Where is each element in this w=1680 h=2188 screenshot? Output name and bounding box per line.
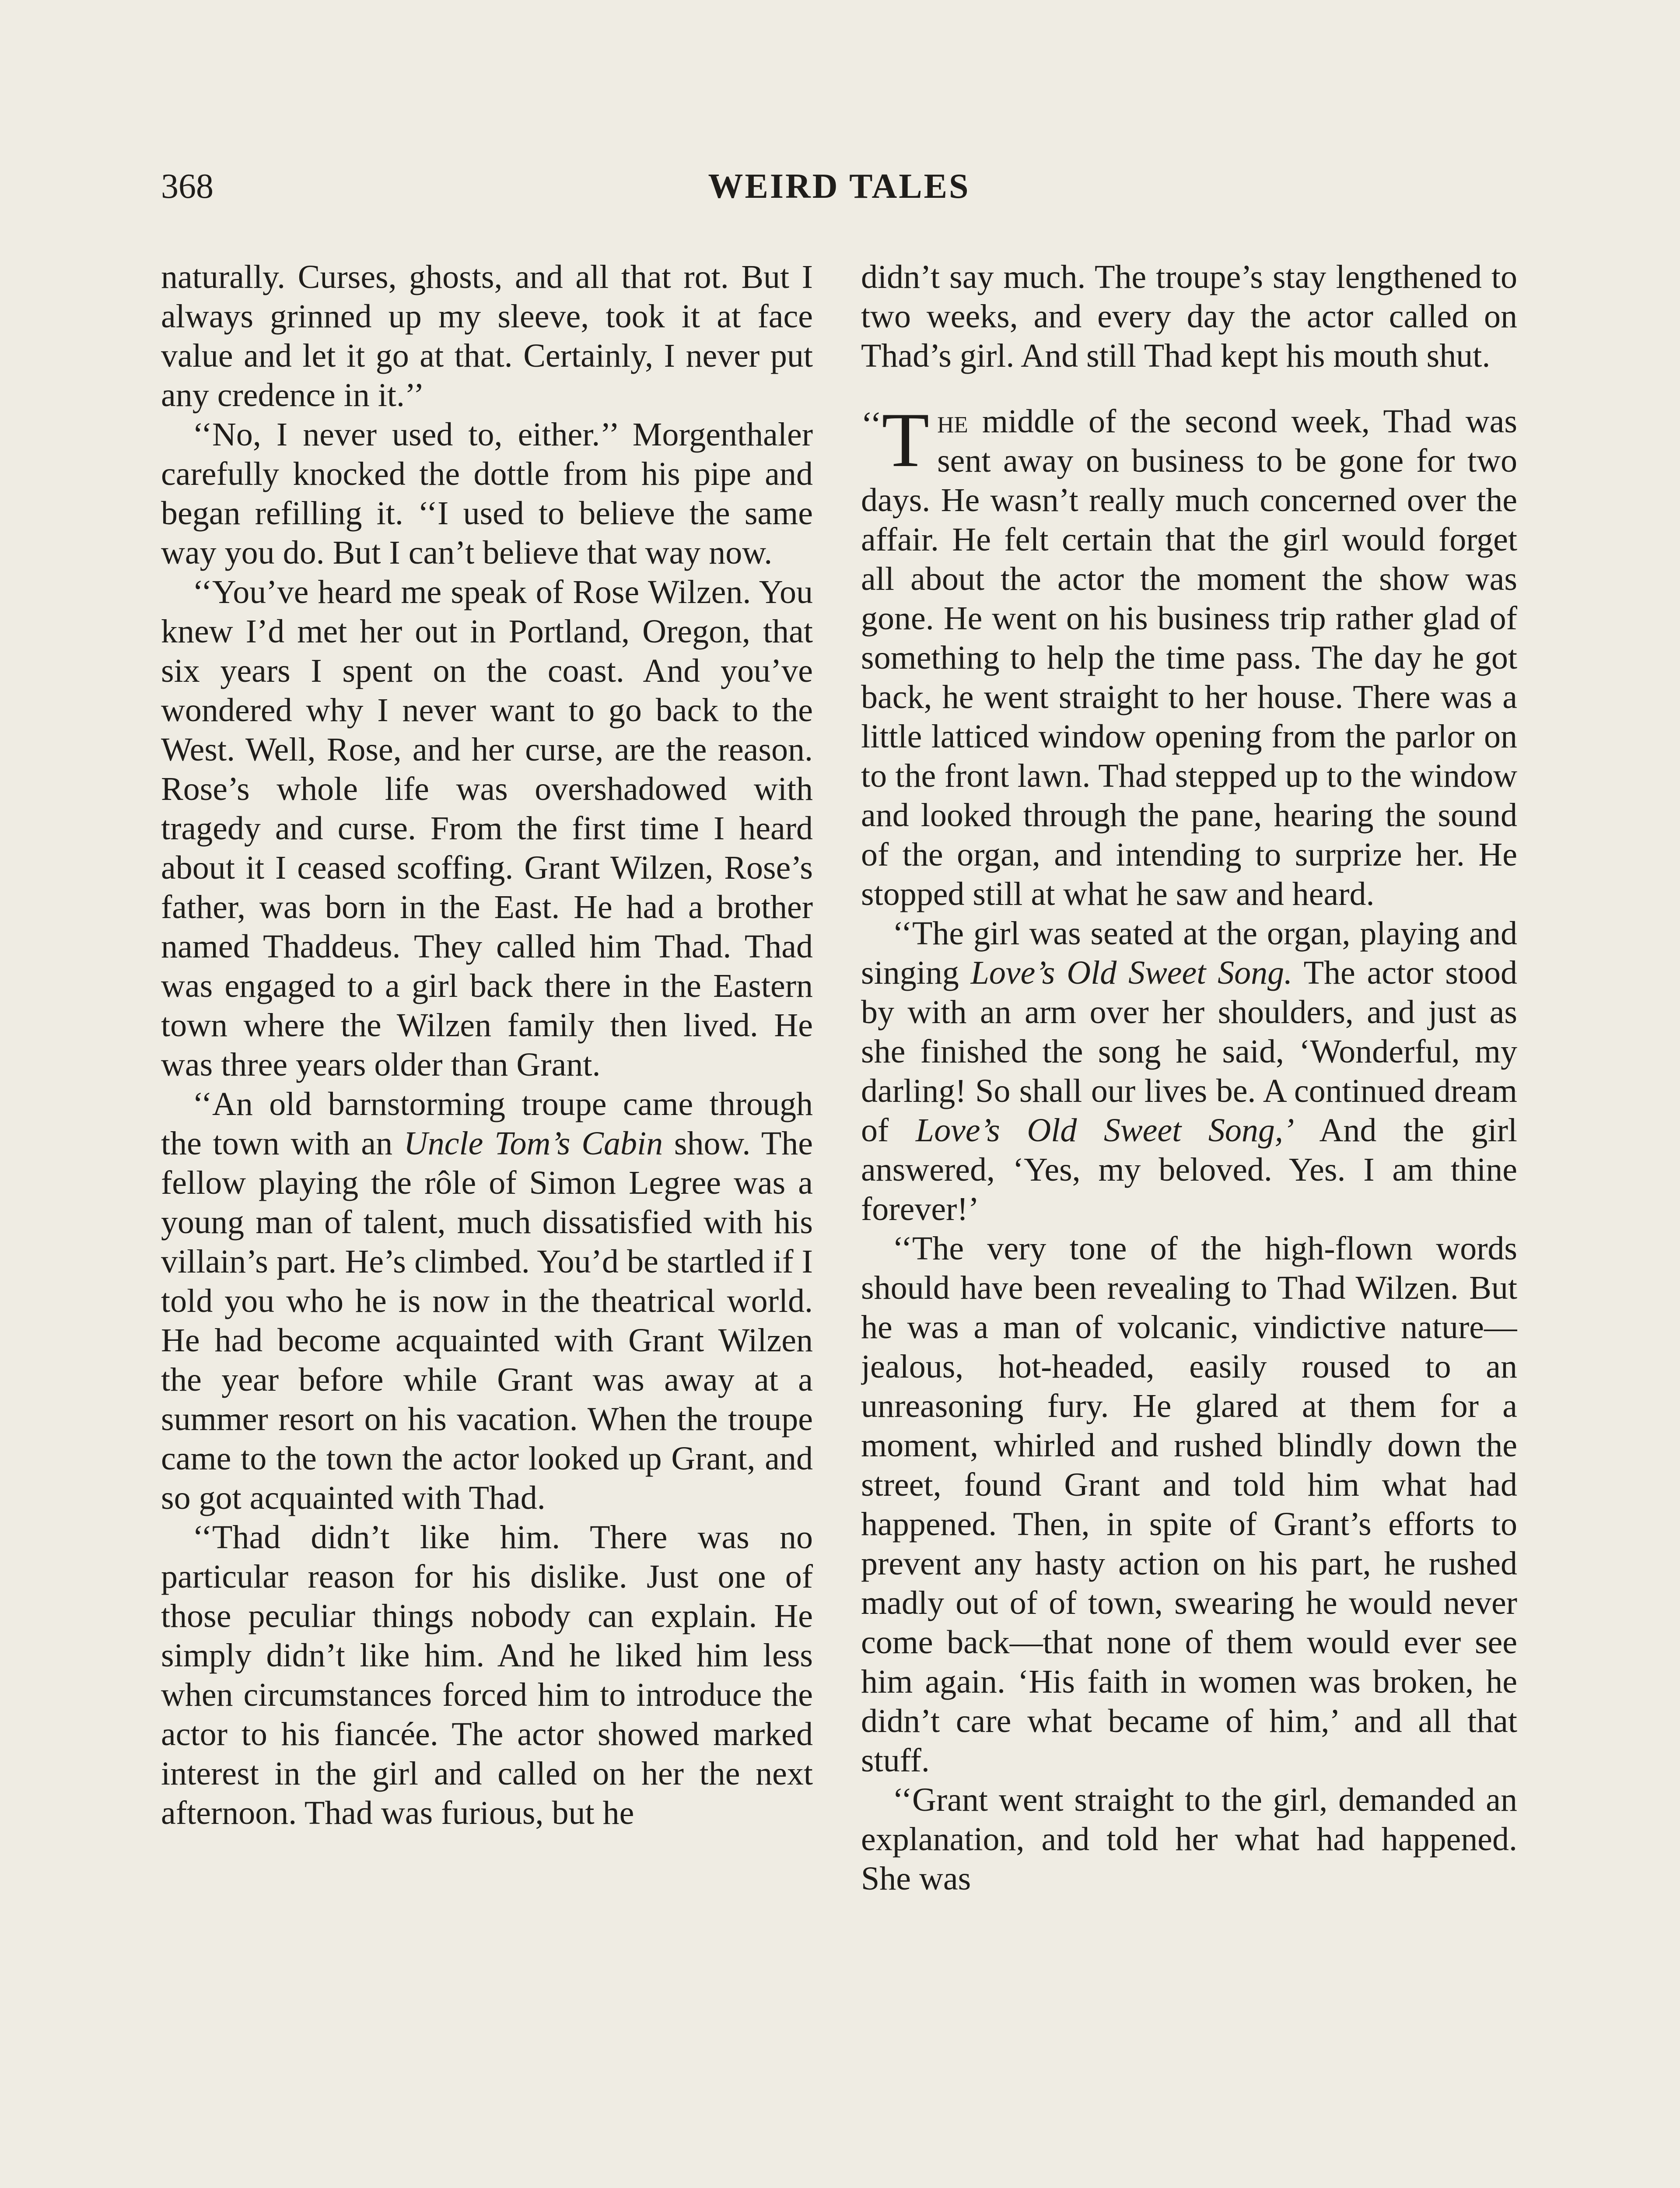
page-header — [161, 160, 1517, 213]
drop-cap-letter: T — [882, 396, 930, 483]
paragraph: ‘‘Thad didn’t like him. There was no particular reason for his dislike. Just one of those peculiar things nobody can explain. He simply didn’t like him. And he liked him less when circumstances forced him to introduce the actor to his fiancée. The actor showed marked interest in the girl and called on her the next afternoon. Thad was furious, but he — [161, 1519, 813, 1831]
page-number: 368 — [161, 167, 214, 206]
small-caps-run: he — [937, 403, 968, 440]
italic-title: Uncle Tom’s Cabin — [403, 1125, 663, 1162]
drop-cap — [861, 396, 930, 483]
italic-title: Love’s Old Sweet Song. — [970, 954, 1293, 991]
paragraph: naturally. Curses, ghosts, and all that rot. But I always grinned up my sleeve, took it at face value and let it go at that. Certainly, I never put any credence in it.’’ — [161, 259, 813, 414]
paragraph: ‘‘You’ve heard me speak of Rose Wilzen. You knew I’d met her out in Portland, Oregon, that six years I spent on the coast. And you’ve wondered why I never want to go back to the West. Well, Rose, and her curse, are the reason. Rose’s whole life was overshadowed with tragedy and curse. From the first time I heard about it I ceased scoffing. Grant Wilzen, Rose’s father, was born in the East. He had a brother named Thaddeus. They called him Thad. Thad was engaged to a girl back there in the Eastern town where the Wilzen family then lived. He was three years older than Grant. — [161, 574, 813, 1083]
paragraph: ‘‘Grant went straight to the girl, demanded an explanation, and told her what had happened. She was — [861, 1781, 1517, 1897]
paragraph — [861, 396, 1517, 914]
text-run: The actor stood by with an arm over her shoulders, and just as she finished the song he said, ‘Wonderful, my darling! So shall our lives be. A continued dream of — [861, 954, 1517, 1149]
left-column — [161, 257, 813, 2188]
italic-title: Love’s Old Sweet Song,’ — [915, 1112, 1295, 1149]
paragraph — [161, 1084, 813, 1518]
drop-cap-quote: ‘‘ — [861, 405, 882, 444]
paragraph — [861, 914, 1517, 1229]
paragraph: ‘‘The very tone of the high-flown words should have been revealing to Thad Wilzen. But he was a man of volcanic, vindictive nature—jealous, hot-headed, easily roused to an unreasoning fury. He glared at them for a moment, whirled and rushed blindly down the street, found Grant and told him what had happened. Then, in spite of Grant’s efforts to prevent any hasty action on his part, he rushed madly out of of town, swearing he would never come back—that none of them would ever see him again. ‘His faith in women was broken, he didn’t care what became of him,’ and all that stuff. — [861, 1230, 1517, 1779]
right-column — [861, 257, 1517, 2188]
text-run: show. The fellow playing the rôle of Simon Legree was a young man of talent, much dissatisfied with his villain’s part. He’s climbed. You’d be startled if I told you who he is now in the theatrical world. He had become acquainted with Grant Wilzen the year before while Grant was away at a summer resort on his vacation. When the troupe came to the town the actor looked up Grant, and so got acquainted with Thad. — [161, 1125, 813, 1516]
paragraph: didn’t say much. The troupe’s stay lengthened to two weeks, and every day the actor called on Thad’s girl. And still Thad kept his mouth shut. — [861, 259, 1517, 374]
text-run: ‘‘An old barnstorming troupe came through the town with an — [161, 1086, 813, 1162]
text-run: ‘‘The girl was seated at the organ, playing and singing — [861, 915, 1517, 991]
running-title: WEIRD TALES — [708, 167, 970, 206]
text-run: middle of the second week, Thad was sent away on business to be gone for two days. He wasn’t really much concerned over the affair. He felt certain that the girl would forget all about the actor the moment the show was gone. He went on his business trip rather glad of something to help the time pass. The day he got back, he went straight to her house. There was a little latticed window opening from the parlor on to the front lawn. Thad stepped up to the window and looked through the pane, hearing the sound of the organ, and intending to surprize her. He stopped still at what he saw and heard. — [861, 403, 1517, 912]
paragraph: ‘‘No, I never used to, either.’’ Morgenthaler carefully knocked the dottle from his pipe and began refilling it. ‘‘I used to believe the same way you do. But I can’t believe that way now. — [161, 416, 813, 571]
text-run: And the girl answered, ‘Yes, my beloved. Yes. I am thine forever!’ — [861, 1112, 1517, 1227]
